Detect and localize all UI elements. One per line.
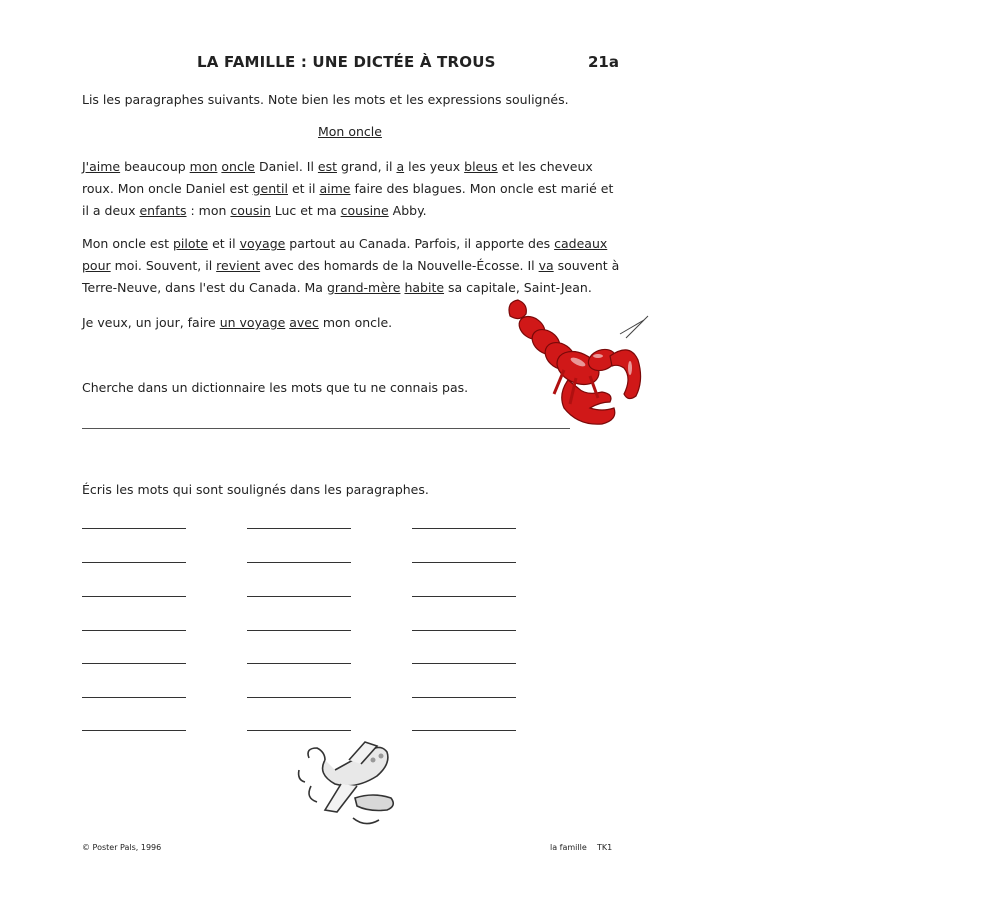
paragraph-text: faire des blagues. Mon oncle est marié et il a deux bbox=[82, 181, 614, 218]
answer-blank-line bbox=[247, 562, 351, 563]
instruction-read: Lis les paragraphes suivants. Note bien les mots et les expressions soulignés. bbox=[82, 92, 569, 107]
answer-blank-line bbox=[412, 562, 516, 563]
answer-blank-line bbox=[82, 630, 186, 631]
paragraph-text: beaucoup bbox=[120, 159, 190, 174]
page-number: 21a bbox=[588, 53, 619, 71]
answer-blank-line bbox=[82, 663, 186, 664]
lobster-illustration bbox=[498, 298, 658, 438]
page-title: LA FAMILLE : UNE DICTÉE À TROUS bbox=[197, 53, 496, 71]
underlined-word: est bbox=[317, 159, 338, 174]
paragraph-text: souvent à Terre-Neuve, dans l'est du Canada. Ma bbox=[82, 258, 620, 295]
answer-blank-line bbox=[412, 663, 516, 664]
paragraph-text: sa capitale, Saint-Jean. bbox=[444, 280, 592, 295]
underlined-word: aime bbox=[319, 181, 351, 196]
underlined-word: J'aime bbox=[82, 159, 121, 174]
paragraph-text: Mon oncle est bbox=[82, 236, 173, 251]
answer-blank-line bbox=[82, 730, 186, 731]
divider-line bbox=[82, 428, 570, 429]
story-title: Mon oncle bbox=[318, 124, 382, 139]
underlined-word: pilote bbox=[173, 236, 209, 251]
footer-reference: la famille TK1 bbox=[550, 843, 613, 852]
answer-blank-line bbox=[247, 697, 351, 698]
paragraph-text: Daniel. Il bbox=[255, 159, 318, 174]
underlined-word: cousine bbox=[340, 203, 389, 218]
underlined-word: oncle bbox=[221, 159, 255, 174]
underlined-word: grand-mère bbox=[326, 280, 401, 295]
paragraph-text: et les cheveux roux. Mon oncle Daniel est bbox=[82, 159, 593, 196]
answer-blank-line bbox=[247, 730, 351, 731]
footer-copyright: © Poster Pals, 1996 bbox=[82, 843, 162, 852]
underlined-word: un voyage bbox=[219, 315, 286, 330]
answer-blank-line bbox=[247, 596, 351, 597]
paragraph-text: partout au Canada. Parfois, il apporte des bbox=[285, 236, 555, 251]
paragraph-text: et il bbox=[208, 236, 240, 251]
underlined-word: a bbox=[396, 159, 405, 174]
underlined-word: va bbox=[538, 258, 554, 273]
paragraph-text: moi. Souvent, il bbox=[110, 258, 217, 273]
paragraph-text: avec des homards de la Nouvelle-Écosse. Il bbox=[260, 258, 539, 273]
answer-blank-line bbox=[82, 528, 186, 529]
answer-blank-line bbox=[247, 528, 351, 529]
paragraph-1 bbox=[82, 156, 622, 222]
answer-blank-line bbox=[82, 562, 186, 563]
underlined-word: gentil bbox=[252, 181, 288, 196]
answer-blank-line bbox=[82, 596, 186, 597]
underlined-word: pour bbox=[82, 258, 111, 273]
paragraph-2 bbox=[82, 233, 622, 299]
instruction-dictionary: Cherche dans un dictionnaire les mots que tu ne connais pas. bbox=[82, 380, 469, 395]
answer-blank-line bbox=[247, 630, 351, 631]
paragraph-text: : mon bbox=[186, 203, 231, 218]
answer-blank-line bbox=[412, 630, 516, 631]
paragraph-text: et il bbox=[288, 181, 320, 196]
paragraph-text: grand, il bbox=[337, 159, 397, 174]
answer-blank-line bbox=[82, 697, 186, 698]
underlined-word: bleus bbox=[464, 159, 498, 174]
airplane-illustration bbox=[295, 740, 405, 828]
underlined-word: avec bbox=[289, 315, 319, 330]
underlined-word: enfants bbox=[139, 203, 187, 218]
answer-blank-line bbox=[247, 663, 351, 664]
paragraph-text: Luc et ma bbox=[270, 203, 341, 218]
underlined-word: mon bbox=[189, 159, 218, 174]
paragraph-text: Abby. bbox=[388, 203, 427, 218]
answer-blank-line bbox=[412, 730, 516, 731]
paragraph-text: mon oncle. bbox=[318, 315, 393, 330]
answer-blank-line bbox=[412, 528, 516, 529]
answer-blank-line bbox=[412, 596, 516, 597]
paragraph-text: les yeux bbox=[404, 159, 465, 174]
underlined-word: revient bbox=[216, 258, 261, 273]
underlined-word: cadeaux bbox=[554, 236, 608, 251]
underlined-word: voyage bbox=[239, 236, 286, 251]
underlined-word: cousin bbox=[230, 203, 271, 218]
underlined-word: habite bbox=[404, 280, 445, 295]
answer-blank-line bbox=[412, 697, 516, 698]
instruction-write: Écris les mots qui sont soulignés dans les paragraphes. bbox=[82, 482, 429, 497]
paragraph-text: Je veux, un jour, faire bbox=[82, 315, 220, 330]
